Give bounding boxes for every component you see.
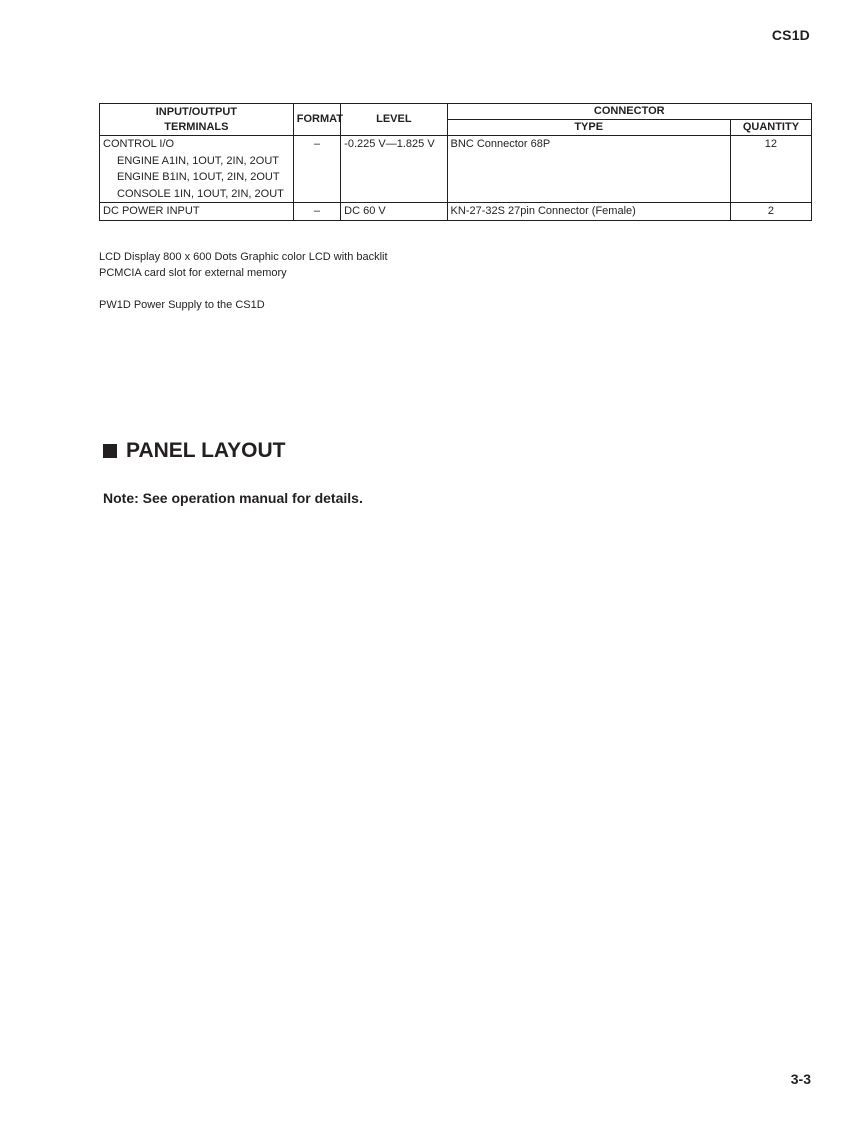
header-level: LEVEL (341, 104, 447, 136)
header-io-terminals-line1: INPUT/OUTPUT (155, 105, 238, 118)
quantity-value: 12 (764, 138, 778, 150)
note-power-supply: PW1D Power Supply to the CS1D (99, 299, 265, 311)
header-io-terminals-line2: TERMINALS (164, 120, 229, 133)
note-pcmcia-slot: PCMCIA card slot for external memory (99, 267, 287, 279)
table-row (100, 136, 812, 203)
page-number: 3-3 (790, 1071, 811, 1087)
terminal-sub-line: ENGINE A1IN, 1OUT, 2IN, 2OUT (117, 154, 279, 167)
terminal-sub-line: ENGINE B1IN, 1OUT, 2IN, 2OUT (117, 171, 280, 183)
quantity-value: 2 (767, 205, 774, 217)
panel-layout-heading (103, 439, 285, 463)
header-connector: CONNECTOR (447, 104, 811, 120)
type-value: BNC Connector 68P (450, 138, 551, 150)
format-cell (293, 203, 340, 221)
format-cell (293, 136, 340, 203)
note-lcd-display: LCD Display 800 x 600 Dots Graphic color LCD with backlit (99, 251, 388, 263)
quantity-cell (730, 203, 811, 221)
header-format: FORMAT (293, 104, 340, 136)
type-cell (447, 136, 730, 203)
table-header-row (100, 104, 812, 120)
format-value: – (313, 138, 321, 150)
terminal-name: DC POWER INPUT (103, 205, 200, 217)
terminal-sub-line: CONSOLE 1IN, 1OUT, 2IN, 2OUT (117, 187, 284, 200)
level-cell (341, 136, 447, 203)
header-io-terminals (100, 104, 294, 136)
terminal-cell (100, 203, 294, 221)
header-model-name: CS1D (771, 27, 810, 43)
operation-manual-note: Note: See operation manual for details. (103, 490, 363, 506)
level-cell (341, 203, 447, 221)
note-spacer (99, 281, 388, 297)
spec-notes (99, 249, 388, 313)
io-terminals-table (99, 103, 812, 221)
level-value: -0.225 V—1.825 V (344, 138, 435, 150)
header-quantity: QUANTITY (730, 120, 811, 136)
format-value: – (313, 205, 321, 217)
level-value: DC 60 V (344, 205, 386, 217)
section-title-text: PANEL LAYOUT (126, 439, 286, 462)
type-cell (447, 203, 730, 221)
quantity-cell (730, 136, 811, 203)
terminal-cell (100, 136, 294, 203)
header-type: TYPE (447, 120, 730, 136)
black-square-icon (103, 444, 117, 458)
terminal-name: CONTROL I/O (103, 138, 175, 150)
table-row (100, 203, 812, 221)
type-value: KN-27-32S 27pin Connector (Female) (450, 205, 636, 217)
